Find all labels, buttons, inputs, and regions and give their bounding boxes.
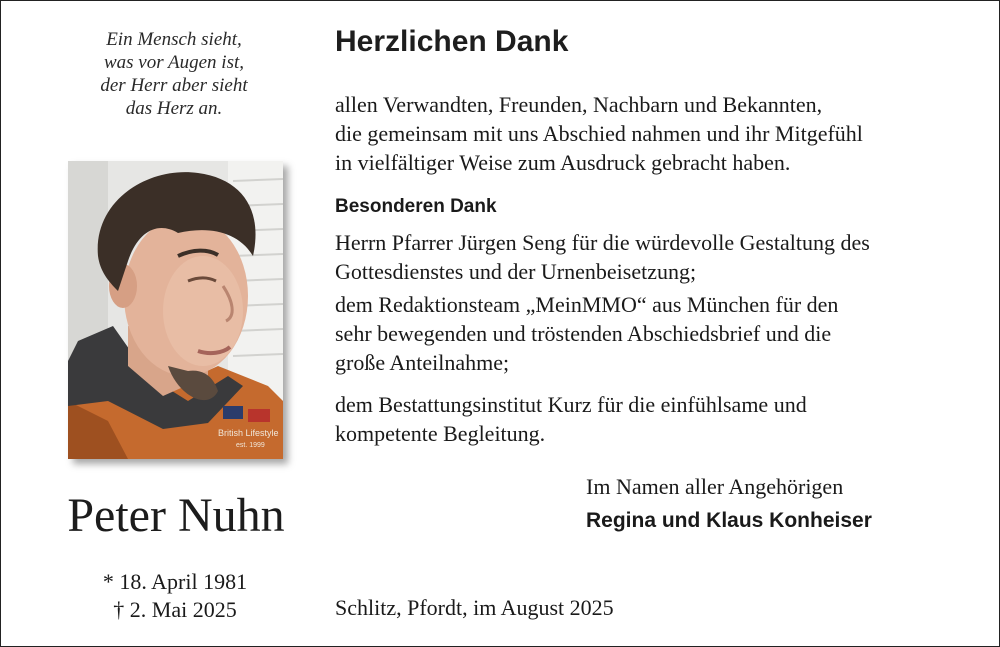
thanks-line: sehr bewegenden und tröstenden Abschiedsbrief und die xyxy=(335,321,832,346)
thanks-line: Gottesdienstes und der Urnenbeisetzung; xyxy=(335,259,697,284)
shirt-text: British Lifestyle xyxy=(218,428,279,438)
bible-quote xyxy=(69,28,279,120)
quote-line: der Herr aber sieht xyxy=(100,75,248,96)
place-date: Schlitz, Pfordt, im August 2025 xyxy=(335,595,614,620)
intro-line: in vielfältiger Weise zum Ausdruck gebracht haben. xyxy=(335,150,791,175)
special-thanks-heading: Besonderen Dank xyxy=(335,196,497,217)
thanks-pastor-paragraph xyxy=(335,228,870,286)
quote-line: was vor Augen ist, xyxy=(103,52,245,73)
signers-names: Regina und Klaus Konheiser xyxy=(586,509,872,532)
thanks-line: kompetente Begleitung. xyxy=(335,421,546,446)
thanks-heading: Herzlichen Dank xyxy=(335,25,569,58)
shirt-subtext: est. 1999 xyxy=(236,442,265,449)
death-date: † 2. Mai 2025 xyxy=(113,597,237,622)
portrait-photo xyxy=(68,161,283,459)
intro-line: allen Verwandten, Freunden, Nachbarn und Bekannten, xyxy=(335,92,823,117)
intro-paragraph xyxy=(335,90,863,177)
thanks-line: Herrn Pfarrer Jürgen Seng für die würdevolle Gestaltung des xyxy=(335,230,870,255)
thanks-line: dem Redaktionsteam „MeinMMO“ aus München für den xyxy=(335,292,839,317)
quote-line: das Herz an. xyxy=(125,98,223,119)
signoff-text: Im Namen aller Angehörigen xyxy=(586,474,844,499)
thanks-line: dem Bestattungsinstitut Kurz für die einfühlsame und xyxy=(335,392,807,417)
intro-line: die gemeinsam mit uns Abschied nahmen und ihr Mitgefühl xyxy=(335,121,863,146)
birth-date: * 18. April 1981 xyxy=(102,569,248,594)
life-dates xyxy=(61,568,289,624)
thanks-line: große Anteilnahme; xyxy=(335,350,510,375)
thanks-team-paragraph xyxy=(335,290,838,377)
quote-line: Ein Mensch sieht, xyxy=(106,29,242,50)
deceased-name: Peter Nuhn xyxy=(67,489,285,542)
thanks-funeral-paragraph xyxy=(335,390,807,448)
